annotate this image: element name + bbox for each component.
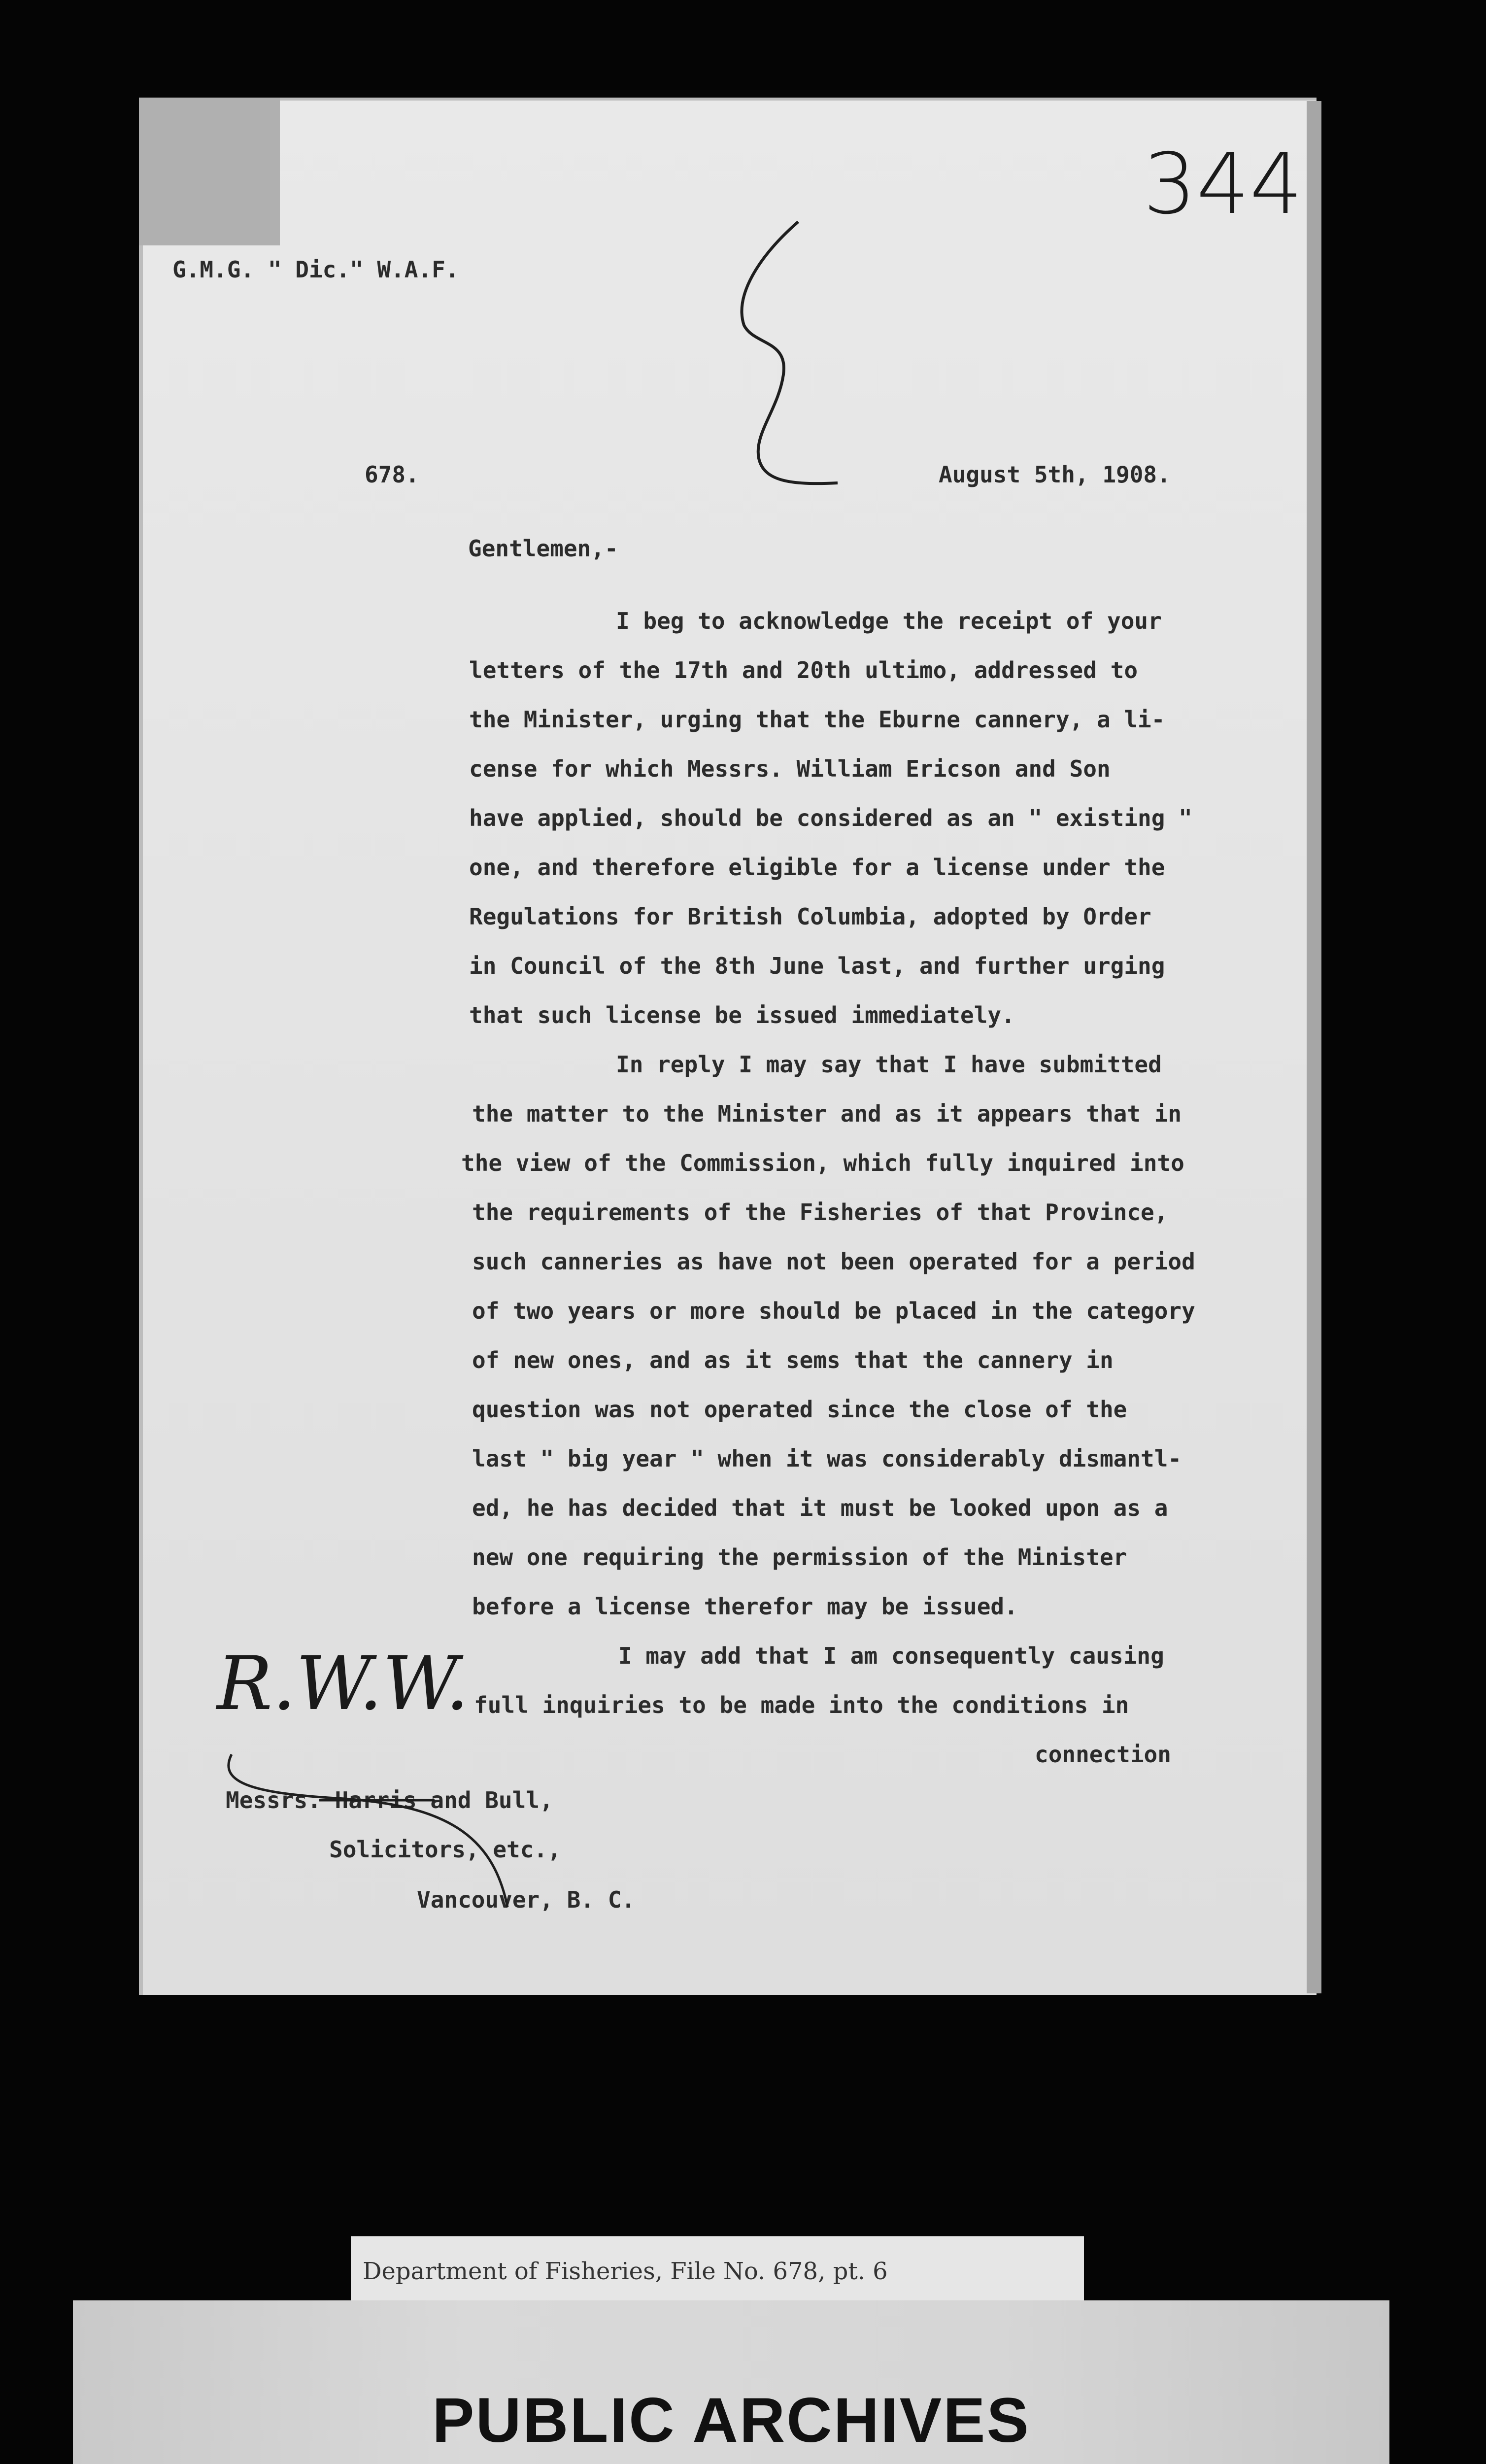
body-line: before a license therefor may be issued. <box>472 1593 1018 1620</box>
body-line: the view of the Commission, which fully inquired into <box>461 1150 1184 1176</box>
archives-line-english: PUBLIC ARCHIVES <box>432 2385 1030 2456</box>
body-line: the Minister, urging that the Eburne cannery, a li- <box>469 706 1165 733</box>
address-line: Messrs. Harris and Bull, <box>226 1787 553 1814</box>
body-line: question was not operated since the close of the <box>472 1396 1127 1423</box>
continuation-word: connection <box>1035 1741 1171 1768</box>
body-line: new one requiring the permission of the Minister <box>472 1544 1127 1571</box>
salutation: Gentlemen,- <box>468 535 618 562</box>
body-line: full inquiries to be made into the conditions in <box>474 1692 1129 1718</box>
body-line: such canneries as have not been operated for a period <box>472 1248 1195 1275</box>
body-line: cense for which Messrs. William Ericson and Son <box>469 755 1111 782</box>
body-line: In reply I may say that I have submitted <box>616 1051 1162 1078</box>
body-line: that such license be issued immediately. <box>469 1002 1015 1028</box>
archives-stamp-card <box>73 2300 1389 2464</box>
address-line: Solicitors, etc., <box>329 1836 561 1863</box>
body-line: I may add that I am consequently causing <box>618 1643 1164 1669</box>
body-line: one, and therefore eligible for a license under the <box>469 854 1165 881</box>
page-number: 344 <box>1143 136 1303 233</box>
body-line: the requirements of the Fisheries of that Province, <box>472 1199 1168 1226</box>
bracket-pen-stroke <box>742 222 838 483</box>
body-line: ed, he has decided that it must be looked upon as a <box>472 1495 1168 1521</box>
file-reference-label: Department of Fisheries, File No. 678, pt. 6 <box>351 2236 1084 2306</box>
body-line: have applied, should be considered as an " existing " <box>469 805 1192 831</box>
body-line: I beg to acknowledge the receipt of your <box>616 608 1162 634</box>
body-line: Regulations for British Columbia, adopted by Order <box>469 903 1151 930</box>
initials-signature: R.W.W. <box>217 1641 469 1727</box>
address-line: Vancouver, B. C. <box>417 1886 636 1913</box>
body-line: letters of the 17th and 20th ultimo, addressed to <box>469 657 1138 684</box>
body-line: last " big year " when it was considerably dismantl- <box>472 1445 1182 1472</box>
file-number: 678. <box>365 461 419 488</box>
letter-date: August 5th, 1908. <box>939 461 1171 488</box>
body-line: of new ones, and as it sems that the cannery in <box>472 1347 1114 1373</box>
initials-tail-stroke <box>229 1754 507 1907</box>
body-line: the matter to the Minister and as it appears that in <box>472 1100 1182 1127</box>
body-line: in Council of the 8th June last, and further urging <box>469 953 1165 979</box>
header-code: G.M.G. " Dic." W.A.F. <box>172 256 459 283</box>
body-line: of two years or more should be placed in the category <box>472 1298 1195 1324</box>
